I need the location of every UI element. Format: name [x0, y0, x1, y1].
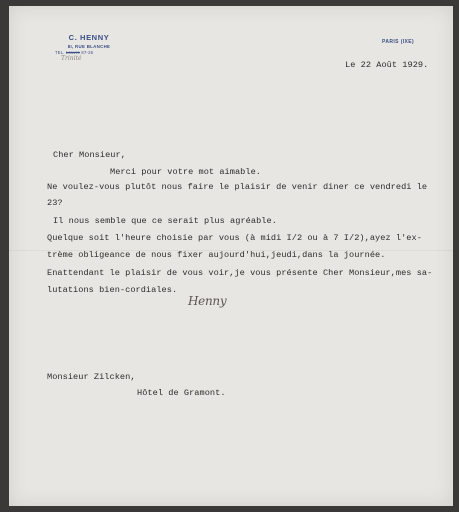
recipient-hotel: Hôtel de Gramont. — [137, 388, 226, 398]
telephone-prefix: TEL. — [55, 50, 65, 55]
letter-line-2: Ne voulez-vous plutôt nous faire le plaisir de venir diner ce vendredi le — [47, 182, 428, 192]
letterhead-city: PARIS (IXE) — [382, 39, 415, 45]
handwritten-signature: Henny — [188, 294, 227, 308]
letter-line-4: Il nous semble que ce serait plus agréable. — [53, 216, 277, 226]
letterhead — [49, 33, 129, 55]
letterhead-name: C. HENNY — [68, 33, 110, 42]
letter-line-1: Merci pour votre mot aimable. — [110, 167, 262, 177]
letter-salutation: Cher Monsieur, — [53, 150, 126, 160]
telephone-number: 87-26 — [81, 50, 94, 55]
recipient-name: Monsieur Zilcken, — [47, 372, 136, 382]
letter-date: Le 22 Août 1929. — [345, 60, 429, 70]
letterhead-address: 8I, RUE BLANCHE — [67, 44, 111, 49]
letter-line-5: Quelque soit l'heure choisie par vous (à midi I/2 ou à 7 I/2),ayez l'ex- — [47, 233, 422, 243]
handwritten-exchange: Trinité — [61, 55, 82, 62]
letter-line-8: lutations bien-cordiales. — [47, 285, 178, 295]
telephone-exchange-struck: Louvre — [66, 50, 81, 55]
letter-line-3: 23? — [47, 198, 63, 208]
letter-line-6: trème obligeance de nous fixer aujourd'hui,jeudi,dans la journée. — [47, 250, 386, 260]
letter-line-7: Enattendant le plaisir de vous voir,je vous présente Cher Monsieur,mes sa- — [47, 268, 433, 278]
